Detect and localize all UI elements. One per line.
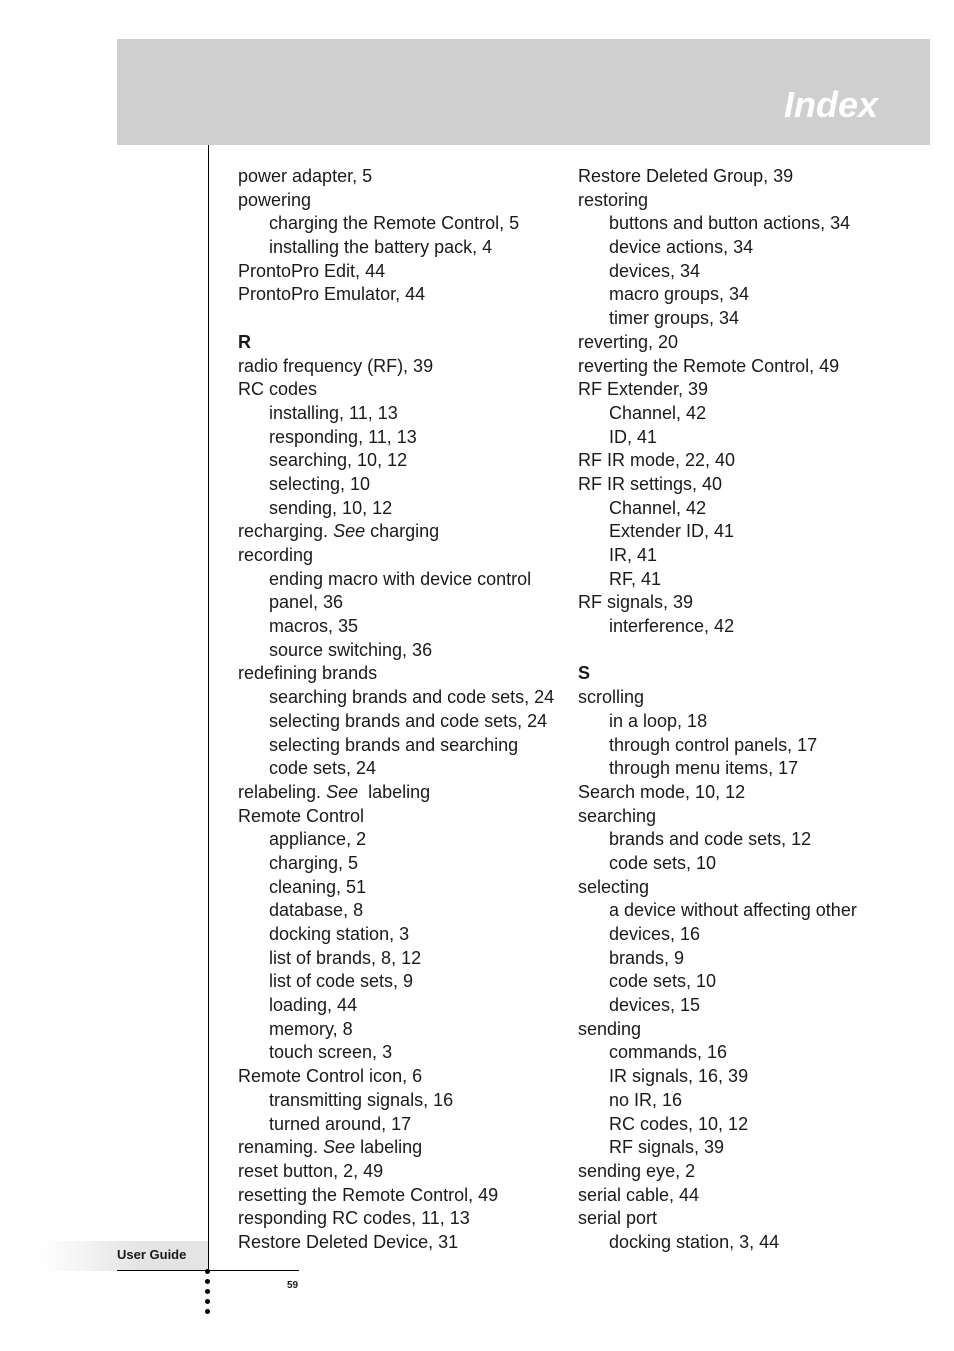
- index-subentry: [238, 449, 558, 473]
- entry-text: IR, 41: [609, 545, 658, 565]
- entry-text: macros, 35: [269, 616, 359, 637]
- index-subentry: [578, 710, 908, 734]
- entry-text: a device without affecting other: [609, 900, 857, 921]
- entry-text: charging the Remote Control, 5: [269, 213, 520, 234]
- entry-text: Channel, 42: [609, 497, 707, 518]
- entry-text: Restore Deleted Group, 39: [578, 166, 794, 186]
- index-letter-heading: R: [238, 331, 251, 352]
- entry-text: recharging.: [238, 521, 334, 542]
- index-subentry: [238, 591, 558, 615]
- index-subentry: [578, 1231, 908, 1255]
- index-entry: [238, 165, 558, 189]
- entry-text: in a loop, 18: [609, 710, 708, 731]
- index-entry: [578, 473, 908, 497]
- entry-text: powering: [238, 189, 312, 210]
- index-subentry: [578, 899, 908, 923]
- entry-text: buttons and button actions, 34: [609, 213, 851, 234]
- entry-text: memory, 8: [269, 1018, 353, 1039]
- entry-text: cleaning, 51: [269, 876, 367, 897]
- entry-text: relabeling.: [238, 781, 327, 802]
- entry-text: Search mode, 10, 12: [578, 781, 746, 802]
- index-subentry: [238, 497, 558, 521]
- entry-text: docking station, 3, 44: [609, 1231, 780, 1252]
- index-entry: [578, 686, 908, 710]
- index-subentry: [238, 923, 558, 947]
- entry-text: source switching, 36: [269, 639, 433, 660]
- see-reference: See: [333, 521, 366, 542]
- entry-text: Channel, 42: [609, 402, 707, 423]
- index-subentry: [238, 947, 558, 971]
- entry-text: sending, 10, 12: [269, 497, 393, 518]
- entry-text: IR signals, 16, 39: [609, 1066, 749, 1087]
- entry-text: no IR, 16: [609, 1089, 683, 1110]
- index-subentry: [238, 852, 558, 876]
- index-subentry: [238, 402, 558, 426]
- entry-text: through menu items, 17: [609, 758, 799, 779]
- index-subentry: [238, 1041, 558, 1065]
- entry-text: list of code sets, 9: [269, 971, 414, 992]
- index-entry: [578, 165, 908, 189]
- index-subentry: [238, 1113, 558, 1137]
- index-subentry: [578, 852, 908, 876]
- index-entry: [238, 189, 558, 213]
- index-entry: [238, 1184, 558, 1208]
- index-subentry: [238, 757, 558, 781]
- entry-text: through control panels, 17: [609, 734, 818, 755]
- entry-text: ProntoPro Edit, 44: [238, 260, 386, 281]
- index-subentry: [578, 734, 908, 758]
- entry-text: devices, 34: [609, 260, 701, 281]
- index-subentry: [238, 734, 558, 758]
- index-subentry: [238, 639, 558, 663]
- index-entry: [578, 1184, 908, 1208]
- index-column-left: [238, 165, 558, 1255]
- entry-text: searching: [578, 805, 657, 826]
- entry-text: code sets, 24: [269, 758, 377, 779]
- index-subentry: [578, 970, 908, 994]
- entry-text: Extender ID, 41: [609, 521, 735, 542]
- index-subentry: [578, 236, 908, 260]
- index-subentry: [238, 1018, 558, 1042]
- entry-text: sending: [578, 1018, 642, 1039]
- index-subentry: [578, 497, 908, 521]
- entry-text: charging, 5: [269, 852, 359, 873]
- index-subentry: [238, 876, 558, 900]
- index-subentry: [238, 994, 558, 1018]
- entry-text: database, 8: [269, 900, 364, 921]
- entry-text: responding, 11, 13: [269, 426, 417, 447]
- entry-text: serial port: [578, 1208, 658, 1229]
- index-entry: [578, 805, 908, 829]
- entry-text: Remote Control icon, 6: [238, 1066, 423, 1087]
- index-subentry: [578, 260, 908, 284]
- entry-text: resetting the Remote Control, 49: [238, 1184, 499, 1205]
- entry-text: RF Extender, 39: [578, 379, 709, 400]
- index-subentry: [578, 307, 908, 331]
- index-entry: [238, 544, 558, 568]
- entry-text: power adapter, 5: [238, 166, 373, 186]
- dot-icon: [205, 1299, 210, 1304]
- see-reference: See: [323, 1137, 356, 1158]
- index-entry: [238, 1136, 558, 1160]
- index-subentry: [238, 710, 558, 734]
- index-subentry: [578, 402, 908, 426]
- index-entry: [578, 189, 908, 213]
- index-subentry: [578, 426, 908, 450]
- index-entry: [238, 1160, 558, 1184]
- entry-text: panel, 36: [269, 592, 344, 613]
- index-entry: [578, 355, 908, 379]
- index-subentry: [238, 473, 558, 497]
- vertical-divider: [208, 145, 209, 1270]
- entry-text: RF signals, 39: [609, 1137, 725, 1158]
- entry-text: commands, 16: [609, 1042, 728, 1063]
- entry-text: macro groups, 34: [609, 284, 750, 305]
- entry-text: selecting, 10: [269, 473, 371, 494]
- index-entry: [238, 805, 558, 829]
- entry-text: ID, 41: [609, 426, 658, 447]
- entry-text: Restore Deleted Device, 31: [238, 1231, 459, 1252]
- entry-text: serial cable, 44: [578, 1184, 700, 1205]
- index-subentry: [578, 828, 908, 852]
- index-entry: [238, 662, 558, 686]
- dot-icon: [205, 1279, 210, 1284]
- entry-text: interference, 42: [609, 616, 735, 637]
- index-entry: [238, 260, 558, 284]
- entry-text: selecting brands and code sets, 24: [269, 710, 548, 731]
- index-entry: [238, 520, 558, 544]
- entry-text: Remote Control: [238, 805, 365, 826]
- index-subentry: [578, 568, 908, 592]
- entry-text: ending macro with device control: [269, 568, 532, 589]
- entry-text: RF signals, 39: [578, 592, 694, 613]
- see-target: labeling: [358, 781, 431, 802]
- index-entry: [238, 781, 558, 805]
- entry-text: scrolling: [578, 687, 645, 708]
- entry-text: reverting, 20: [578, 331, 679, 352]
- entry-text: sending eye, 2: [578, 1160, 696, 1181]
- index-subentry: [578, 1041, 908, 1065]
- index-entry: [578, 781, 908, 805]
- index-subentry: [578, 212, 908, 236]
- entry-text: touch screen, 3: [269, 1042, 393, 1063]
- index-entry: [578, 1018, 908, 1042]
- see-reference: See: [326, 781, 359, 802]
- entry-text: RC codes, 10, 12: [609, 1113, 749, 1134]
- index-letter-heading: S: [578, 663, 591, 684]
- entry-text: brands, 9: [609, 947, 685, 968]
- page-number: 59: [287, 1280, 299, 1291]
- entry-text: transmitting signals, 16: [269, 1089, 454, 1110]
- index-entry: [238, 378, 558, 402]
- index-subentry: [238, 615, 558, 639]
- entry-text: device actions, 34: [609, 237, 754, 258]
- index-subentry: [578, 1136, 908, 1160]
- index-subentry: [578, 544, 908, 568]
- index-subentry: [238, 236, 558, 260]
- entry-text: redefining brands: [238, 663, 378, 684]
- entry-text: loading, 44: [269, 995, 358, 1016]
- entry-text: selecting brands and searching: [269, 734, 519, 755]
- entry-text: restoring: [578, 189, 649, 210]
- index-subentry: [238, 828, 558, 852]
- index-subentry: [578, 615, 908, 639]
- index-subentry: [578, 1113, 908, 1137]
- entry-text: renaming.: [238, 1137, 324, 1158]
- entry-text: responding RC codes, 11, 13: [238, 1208, 470, 1229]
- entry-text: reverting the Remote Control, 49: [578, 355, 840, 376]
- entry-text: turned around, 17: [269, 1113, 412, 1134]
- index-subentry: [578, 520, 908, 544]
- index-entry: [578, 331, 908, 355]
- entry-text: brands and code sets, 12: [609, 829, 812, 850]
- index-subentry: [238, 1089, 558, 1113]
- index-entry: [578, 1207, 908, 1231]
- index-entry: [578, 1160, 908, 1184]
- index-entry: [238, 355, 558, 379]
- index-entry: [578, 876, 908, 900]
- entry-text: appliance, 2: [269, 829, 367, 850]
- entry-text: devices, 15: [609, 995, 701, 1016]
- entry-text: selecting: [578, 876, 650, 897]
- entry-text: ProntoPro Emulator, 44: [238, 284, 426, 305]
- index-subentry: [238, 686, 558, 710]
- decorative-dots: [205, 1269, 211, 1319]
- index-subentry: [238, 426, 558, 450]
- dot-icon: [205, 1269, 210, 1274]
- index-entry: [578, 449, 908, 473]
- index-subentry: [238, 899, 558, 923]
- footer-label: User Guide: [117, 1247, 187, 1262]
- index-subentry: [238, 568, 558, 592]
- index-subentry: [578, 1089, 908, 1113]
- entry-text: radio frequency (RF), 39: [238, 355, 434, 376]
- entry-text: installing, 11, 13: [269, 402, 398, 423]
- index-entry: [238, 1065, 558, 1089]
- see-target: labeling: [355, 1137, 423, 1158]
- dot-icon: [205, 1309, 210, 1314]
- entry-text: list of brands, 8, 12: [269, 947, 422, 968]
- entry-text: RF, 41: [609, 568, 662, 589]
- index-subentry: [238, 212, 558, 236]
- index-subentry: [578, 994, 908, 1018]
- entry-text: searching brands and code sets, 24: [269, 687, 555, 708]
- entry-text: code sets, 10: [609, 971, 717, 992]
- entry-text: devices, 16: [609, 924, 701, 944]
- entry-text: timer groups, 34: [609, 308, 740, 329]
- entry-text: installing the battery pack, 4: [269, 237, 493, 258]
- index-entry: [238, 1207, 558, 1231]
- dot-icon: [205, 1289, 210, 1294]
- entry-text: RC codes: [238, 379, 318, 400]
- entry-text: RF IR mode, 22, 40: [578, 450, 736, 471]
- entry-text: reset button, 2, 49: [238, 1160, 384, 1181]
- entry-text: code sets, 10: [609, 852, 717, 873]
- index-subentry: [578, 923, 908, 947]
- entry-text: searching, 10, 12: [269, 450, 408, 471]
- index-entry: [238, 283, 558, 307]
- index-subentry: [238, 970, 558, 994]
- see-target: charging: [365, 521, 440, 542]
- index-subentry: [578, 283, 908, 307]
- index-subentry: [578, 947, 908, 971]
- entry-text: RF IR settings, 40: [578, 473, 723, 494]
- index-entry: [578, 591, 908, 615]
- index-subentry: [578, 1065, 908, 1089]
- entry-text: docking station, 3: [269, 924, 410, 944]
- entry-text: recording: [238, 545, 314, 565]
- index-column-right: [578, 165, 908, 1255]
- index-subentry: [578, 757, 908, 781]
- page-title: Index: [783, 84, 878, 125]
- index-entry: [578, 378, 908, 402]
- index-entry: [238, 1231, 558, 1255]
